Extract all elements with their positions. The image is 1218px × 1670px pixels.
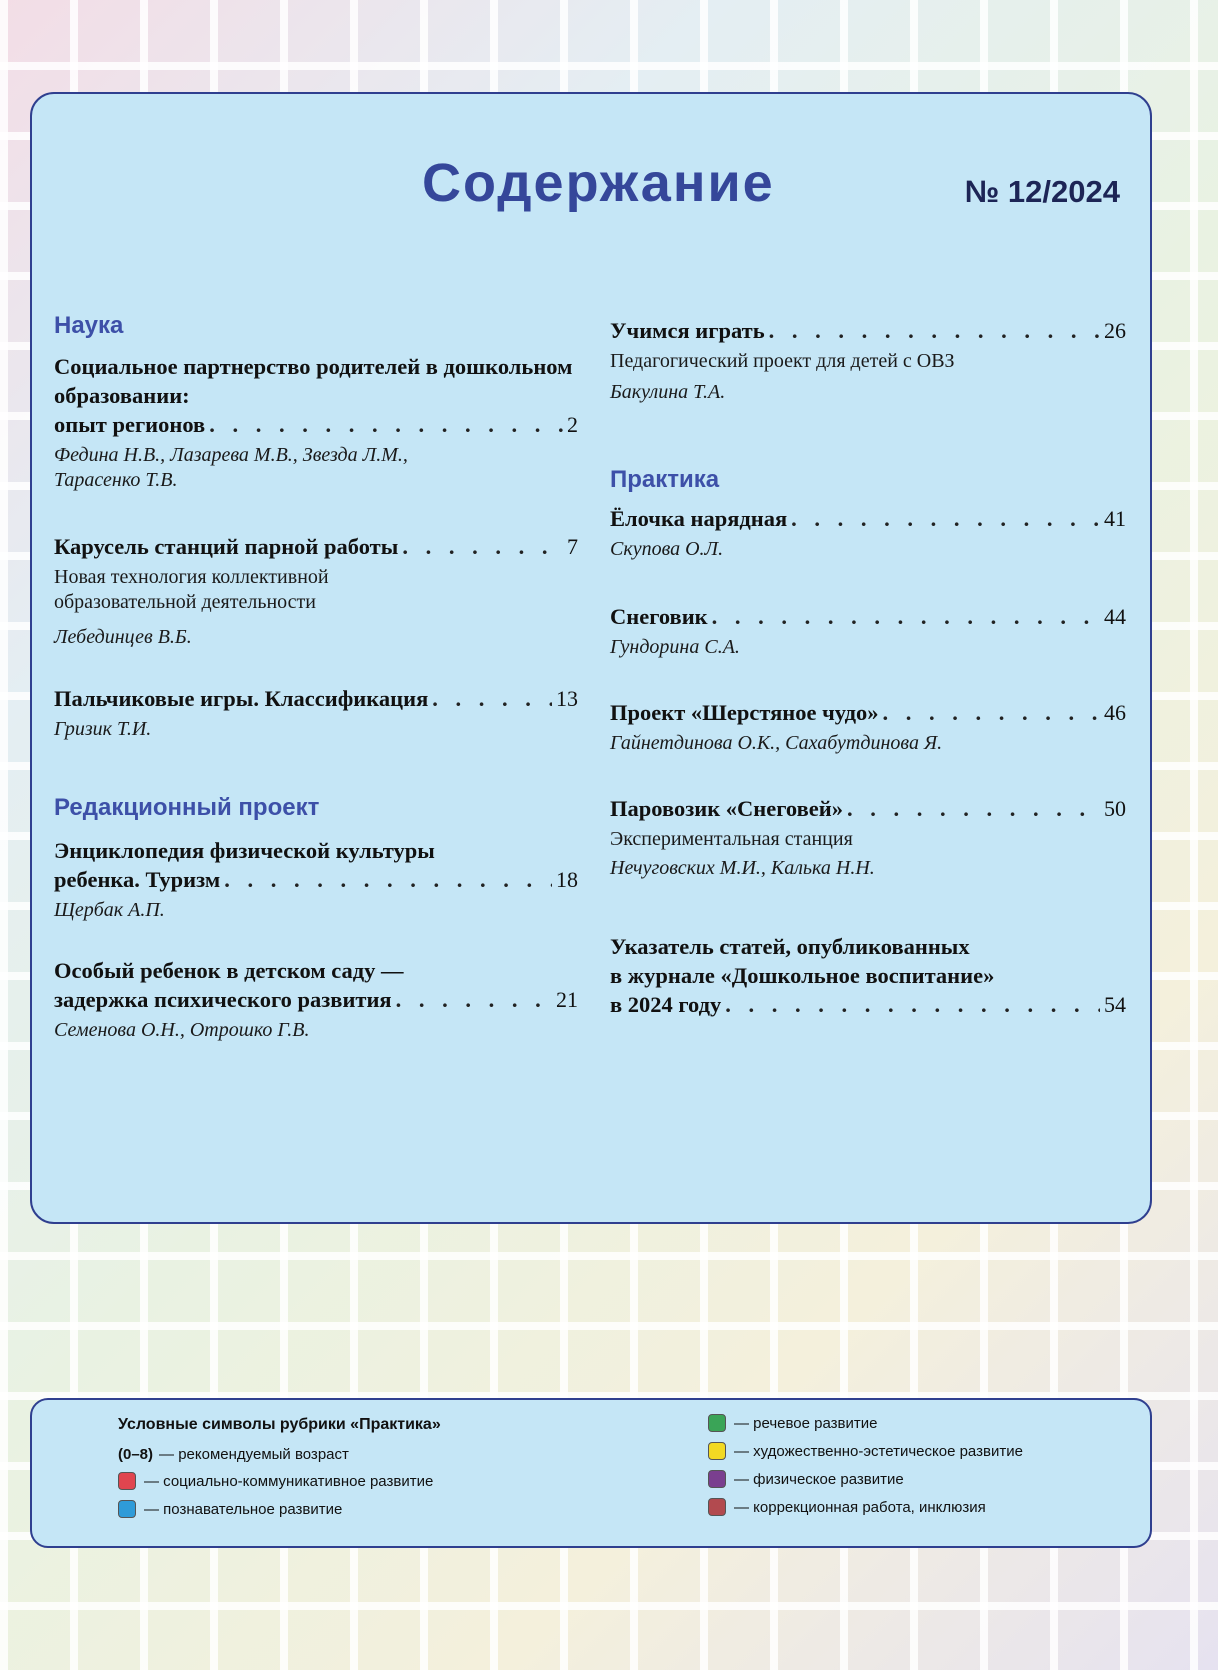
legend-item: [708, 1498, 986, 1516]
entry-authors: Бакулина Т.А.: [610, 381, 726, 403]
contents-panel: [30, 92, 1152, 1224]
entry-lead-line: [54, 684, 578, 713]
entry-lead-text: Карусель станций парной работы: [54, 534, 399, 559]
entry-authors: Семенова О.Н., Отрошко Г.В.: [54, 1019, 310, 1041]
leader-dots: [883, 698, 1101, 727]
toc-entry-article-index[interactable]: [610, 932, 1126, 1019]
entry-lead-line: [610, 504, 1126, 533]
entry-page-number: 2: [567, 412, 578, 437]
entry-description: образовательной деятельности: [54, 591, 316, 613]
entry-lead-text: Снеговик: [610, 604, 708, 629]
entry-lead-text: Проект «Шерстяное чудо»: [610, 700, 879, 725]
toc-entry-steam-train[interactable]: [610, 794, 1126, 881]
entry-lead-text: Пальчиковые игры. Классификация: [54, 686, 429, 711]
entry-description: Экспериментальная станция: [610, 828, 853, 850]
entry-title: Энциклопедия физической культуры: [54, 838, 435, 863]
entry-lead-line: [610, 698, 1126, 727]
age-code: (0–8): [118, 1446, 154, 1463]
purple-square-icon: [708, 1470, 726, 1488]
entry-lead-text: Учимся играть: [610, 318, 765, 343]
blue-square-icon: [118, 1500, 136, 1518]
entry-authors: Гризик Т.И.: [54, 718, 152, 740]
leader-dots: [725, 990, 1100, 1019]
entry-title: Особый ребенок в детском саду —: [54, 958, 404, 983]
legend-item: [708, 1442, 1023, 1460]
entry-page-number: 50: [1104, 796, 1126, 821]
legend-item: [118, 1500, 342, 1518]
entry-description: Педагогический проект для детей с ОВЗ: [610, 350, 955, 372]
entry-lead-line: [610, 990, 1126, 1019]
legend-item-text: — художественно-эстетическое развитие: [734, 1442, 1023, 1460]
legend-item: [118, 1472, 433, 1490]
entry-title: Указатель статей, опубликованных: [610, 934, 970, 959]
legend-item: [708, 1414, 878, 1432]
entry-lead-text: в 2024 году: [610, 992, 722, 1017]
leader-dots: [791, 504, 1100, 533]
entry-lead-text: Паровозик «Снеговей»: [610, 796, 843, 821]
entry-lead-text: опыт регионов: [54, 412, 206, 437]
entry-lead-text: Ёлочка нарядная: [610, 506, 788, 531]
toc-entry-special-child[interactable]: [54, 956, 578, 1043]
entry-lead-line: [54, 985, 578, 1014]
leader-dots: [209, 410, 563, 439]
legend-item-text: — физическое развитие: [734, 1470, 904, 1488]
toc-entry-finger-games[interactable]: [54, 684, 578, 742]
entry-description: Новая технология коллективной: [54, 566, 329, 588]
section-heading-nauka: Наука: [54, 312, 124, 339]
entry-authors: Щербак А.П.: [54, 899, 165, 921]
page-title: Содержание: [422, 153, 775, 213]
entry-lead-text: ребенка. Туризм: [54, 867, 221, 892]
section-heading-praktika: Практика: [610, 466, 720, 493]
age-text: — рекомендуемый возраст: [159, 1446, 349, 1463]
entry-authors: Гундорина С.А.: [610, 636, 740, 658]
legend-age-row: [118, 1446, 349, 1463]
legend-item-text: — речевое развитие: [734, 1414, 878, 1432]
entry-title: Социальное партнерство родителей в дошкольном образовании:: [54, 354, 573, 408]
entry-page-number: 46: [1104, 700, 1126, 725]
legend-item: [708, 1470, 904, 1488]
issue-number: № 12/2024: [964, 174, 1120, 209]
entry-authors: Федина Н.В., Лазарева М.В., Звезда Л.М.,: [54, 444, 408, 466]
yellow-square-icon: [708, 1442, 726, 1460]
entry-authors: Гайнетдинова О.К., Сахабутдинова Я.: [610, 732, 943, 754]
symbols-legend: [30, 1398, 1152, 1548]
entry-page-number: 21: [556, 987, 578, 1012]
red-square-icon: [118, 1472, 136, 1490]
toc-entry-learning-to-play[interactable]: [610, 316, 1126, 405]
dark-red-square-icon: [708, 1498, 726, 1516]
entry-page-number: 13: [556, 686, 578, 711]
legend-item-text: — коррекционная работа, инклюзия: [734, 1498, 986, 1516]
entry-lead-line: [610, 794, 1126, 823]
entry-lead-line: [610, 602, 1126, 631]
entry-page-number: 18: [556, 867, 578, 892]
entry-title: в журнале «Дошкольное воспитание»: [610, 963, 995, 988]
entry-lead-line: [54, 410, 578, 439]
toc-entry-snowman[interactable]: [610, 602, 1126, 660]
toc-entry-carousel[interactable]: [54, 532, 578, 650]
entry-lead-line: [610, 316, 1126, 345]
leader-dots: [402, 532, 563, 561]
leader-dots: [712, 602, 1100, 631]
entry-authors: Скупова О.Л.: [610, 538, 724, 560]
entry-page-number: 44: [1104, 604, 1126, 629]
entry-lead-line: [54, 865, 578, 894]
leader-dots: [769, 316, 1100, 345]
entry-lead-line: [54, 532, 578, 561]
entry-authors: Лебединцев В.Б.: [54, 626, 192, 648]
entry-authors: Нечуговских М.И., Калька Н.Н.: [610, 857, 875, 879]
entry-page-number: 26: [1104, 318, 1126, 343]
legend-title: Условные символы рубрики «Практика»: [118, 1416, 441, 1433]
section-heading-editorial: Редакционный проект: [54, 794, 320, 821]
entry-authors: Тарасенко Т.В.: [54, 469, 178, 491]
legend-item-text: — социально-коммуникативное развитие: [144, 1472, 434, 1490]
toc-entry-christmas-tree[interactable]: [610, 504, 1126, 562]
leader-dots: [224, 865, 552, 894]
entry-page-number: 41: [1104, 506, 1126, 531]
legend-item-text: — познавательное развитие: [144, 1500, 343, 1518]
entry-lead-text: задержка психического развития: [54, 987, 392, 1012]
entry-page-number: 7: [567, 534, 578, 559]
leader-dots: [432, 684, 552, 713]
toc-entry-encyclopedia[interactable]: [54, 836, 578, 923]
leader-dots: [847, 794, 1100, 823]
leader-dots: [396, 985, 552, 1014]
toc-entry-wool-miracle[interactable]: [610, 698, 1126, 756]
green-square-icon: [708, 1414, 726, 1432]
entry-page-number: 54: [1104, 992, 1126, 1017]
toc-entry-social-partnership[interactable]: [54, 352, 578, 493]
